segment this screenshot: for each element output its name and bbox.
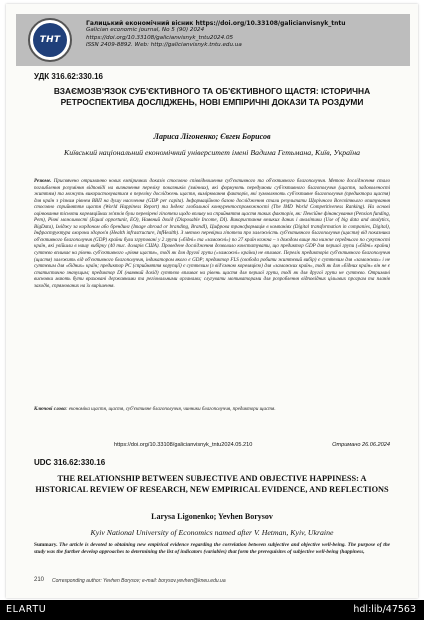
journal-issue-line: Galician economic journal, No 5 (90) 2024 [86,27,205,34]
affiliation-en: Kyiv National University of Economics named after V. Hetman, Kyiv, Ukraine [90,528,334,537]
udk-code-en: UDC 316.62:330.16 [34,458,106,467]
page-number: 210 [34,577,45,583]
journal-header-info [86,20,408,50]
article-title-ua: ВЗАЄМОЗВ'ЯЗОК СУБ'ЄКТИВНОГО ТА ОБ'ЄКТИВНОГО ЩАСТЯ: ІСТОРИЧНА РЕТРОСПЕКТИВА ДОСЛІДЖЕНЬ, НОВІ ЕМПІРИЧНІ ДОКАЗИ ТА РОЗДУМИ [53,86,371,107]
handle-id[interactable]: hdl:lib/47563 [353,604,416,615]
tntu-logo-text: ТНТ [39,35,61,45]
keywords-ua-text: : економіка щастя, щастя, суб'єктивне благополуччя, чинники благополуччя, предиктори щастя. [65,406,276,412]
article-doi-link[interactable]: https://doi.org/10.33108/galicianvisnyk_tntu2024.05.210 [114,442,253,448]
article-title-en: THE RELATIONSHIP BETWEEN SUBJECTIVE AND OBJECTIVE HAPPINESS: A HISTORICAL REVIEW OF RESEARCH, NEW EMPIRICAL EVIDENCE, AND REFLECTIONS [35,474,389,494]
affiliation-ua: Київський національний економічний університет імені Вадима Гетьмана, Київ, Україна [64,148,360,157]
received-date: Отримано 26.06.2024 [332,442,390,448]
abstract-ua-lead: Резюме. [34,178,52,184]
tntu-logo-disc [33,23,67,57]
authors-en: Larysa Ligonenko; Yevhen Borysov [151,512,273,521]
abstract-ua-text: Присвячено отриманню нових емпіричних доказів стосовно співвідношення суб'єктивного та об'єктивного благополуччя. Метою дослідження стало поглиблення розуміння відповіді на визначення переліку показників (змінних), які формують передумови суб'єктивного благополуччя (щастя, задоволеності життям) та можуть використовуватися в переліку досліджень щастя, вимірювання факторів, які зумовлюють суб'єктивне благополуччя (предиктори щастя) для країн з різним рівнем ВВП на душу населення (GDP per capita). Інформаційною базою дослідження стали результати Щорічного Всесвітнього опитування стосовно сприйняття щастя (World Happiness Report) та Індекс глобальної конкурентоспроможності (The IMD World Competitiveness Ranking). На основі оцінювання тісноти кореляційних зв'язків були перевірені гіпотези щодо впливу на сприйняття щастя таких факторів, як: Пенсійне фінансування (Pension funding, Pem), Рівні можливості (Equal opportunit, EO), Наявний дохід (Disposable Income, DI). Використання великих даних і аналітики (Use of big data and analytics, BigData), Іміджу за кордоном або брендинг (Image abroad or branding, BrandI), Цифрова трансформація в компаніях (Digital transformation in companies, Digital), Інфраструктура охорони здоров'я (Health infrastructure, InfHealth). З метою перевірки гіпотези про залежність суб'єктивного благополуччя (щастя) від показника об'єктивного благополуччя (GDP) країни були згруповані у 2 групи («бідні» та «заможні») по 27 країн кожна – з доходом вище та нижче середнього по сукупності країн, які увійшли в нашу вибірку (40 тис. доларів США). Проведене дослідження дозволило констатувати, що предиктор GDP для першої групи («бідні» країни) суттєво впливає на рівень суб'єктивного «рівня щастя», тоді як для другої групи («заможні» країни) не впливає. Перелік предикторів суб'єктивного благополуччя (щастя) залежить від об'єктивного благополуччя, індикатором якого є GDP; предиктор FLS (свобода робити життєвий вибір) є суттєвим для «заможних» і не суттєвим для «бідних» країн; предиктор PC (сприйняття корупції) є суттєвим (з від'ємною кореляцією) для «заможних країн», тоді як для «бідних країн» він не є статистично значущим; предиктор DI (наявний дохід) суттєво впливає на рівень щастя для першої групи, тоді як для другої групи не суттєво. Отримані висновки мають бути враховані державними та регіональними органами; слугувати мотиваторами для розроблення відповідних цільових програм та планів заходів, спрямованих на їх вирішення. [34,178,390,289]
abstract-ua [34,178,390,289]
repository-name[interactable]: ELARTU [6,604,47,615]
udk-code-ua: УДК 316.62:330.16 [34,72,103,81]
abstract-en-text: The article is devoted to obtaining new empirical evidence regarding the correlation between subjective and objective well-being. The purpose of the study was the further develop approaches to determining the list of indicators (variables) that form the prerequisites of subjective well-being (happiness, [34,542,390,555]
corresponding-author-note: Corresponding author: Yevhen Borysov; e-mail: borysov.yevhen@kneu.edu.ua [52,578,226,584]
doi-row [34,442,390,452]
abstract-en [34,542,390,556]
keywords-ua [34,406,390,413]
authors-ua: Лариса Лігоненко; Євген Борисов [153,132,271,141]
repository-bar [0,600,424,620]
keywords-ua-lead: Ключові слова [34,406,66,412]
tntu-logo [28,18,72,62]
journal-issn-line: ISSN 2409-8892. Web: http://galicianvisnyk.tntu.edu.ua [86,42,242,49]
journal-title-line: Галицький економічний вісник https://doi.org/10.33108/galicianvisnyk_tntu [86,20,346,27]
page-footer [34,577,390,585]
abstract-en-lead: Summary. [34,542,58,548]
journal-doi-line: https://doi.org/10.33108/galicianvisnyk_tntu2024.05 [86,34,234,41]
